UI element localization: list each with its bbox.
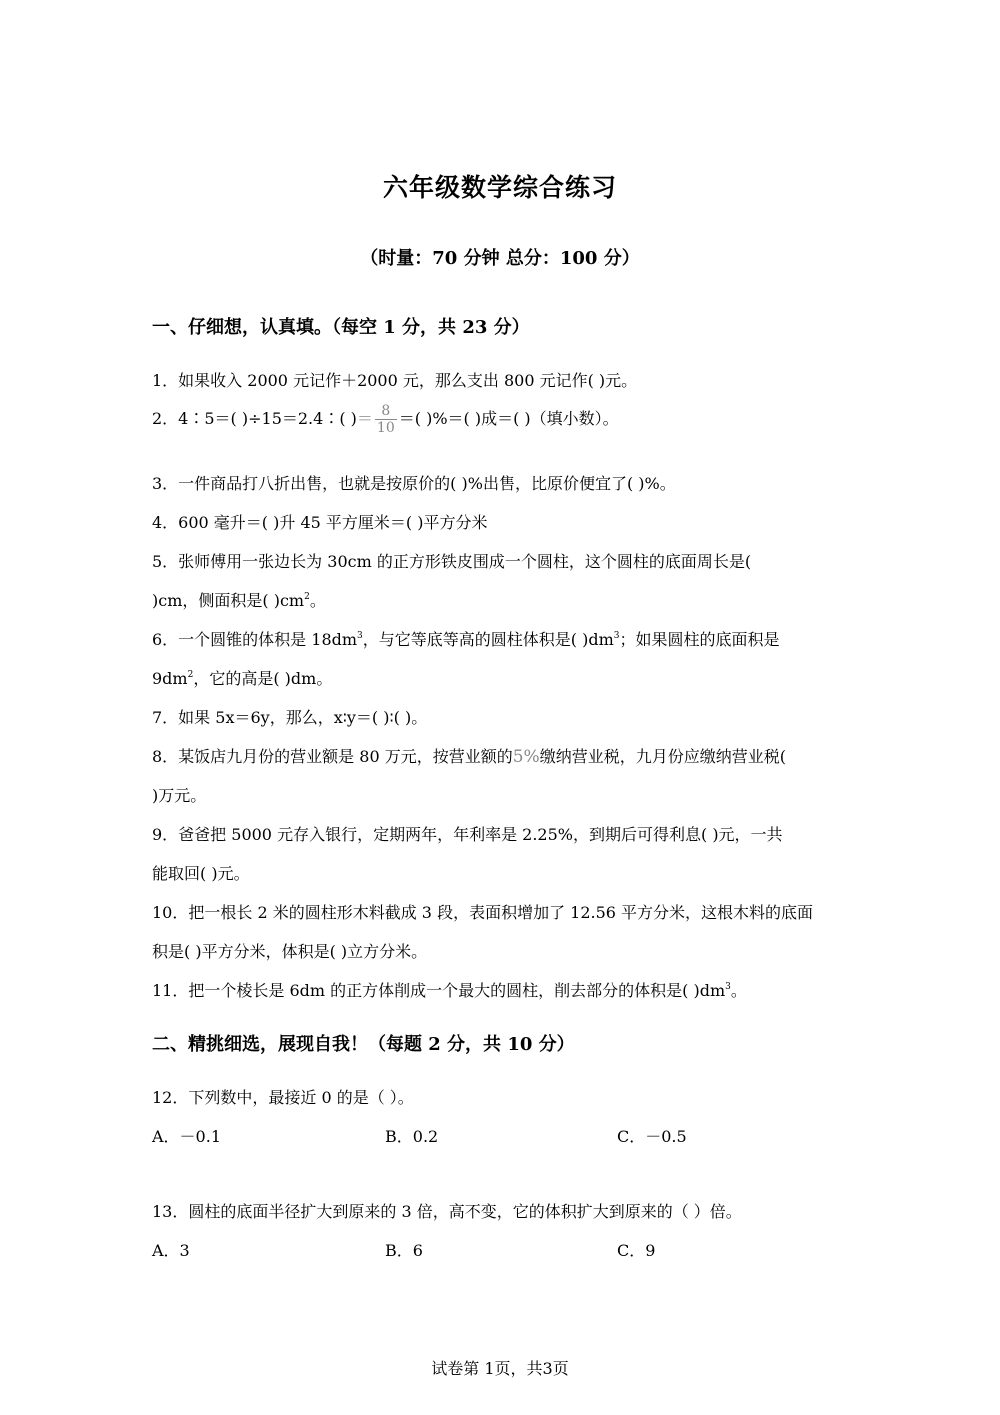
question-6-line-2 <box>152 666 852 689</box>
question-6-text-e: ，它的高是( )dm。 <box>193 669 333 688</box>
question-9-line-2: 能取回( )元。 <box>152 864 250 883</box>
question-5-end: 。 <box>309 591 326 610</box>
question-13-option-b[interactable]: B．6 <box>385 1241 423 1260</box>
fraction-denominator: 10 <box>376 420 395 436</box>
question-6-text-b: ，与它等底等高的圆柱体积是( )dm <box>362 630 614 649</box>
question-1: 1．如果收入 2000 元记作＋2000 元，那么支出 800 元记作( )元。 <box>152 371 638 390</box>
exam-info: （时量：70 分钟 总分：100 分） <box>360 248 640 269</box>
question-13-stem: 13．圆柱的底面半径扩大到原来的 3 倍，高不变，它的体积扩大到原来的（ ）倍。 <box>152 1202 742 1221</box>
question-2-part-b: ＝( )%＝( )成＝( )（填小数）。 <box>398 409 619 428</box>
percent-value: 5% <box>512 747 540 767</box>
question-10-line-1: 10．把一根长 2 米的圆柱形木料截成 3 段，表面积增加了 12.56 平方分米，这根木料的底面 <box>152 903 814 922</box>
question-8-text-a: 8．某饭店九月份的营业额是 80 万元，按营业额的 <box>152 747 513 766</box>
page-title: 六年级数学综合练习 <box>382 173 617 202</box>
page-footer: 试卷第 1页，共3页 <box>431 1359 569 1378</box>
superscript: 2 <box>187 670 194 680</box>
fraction-numerator: 8 <box>375 403 397 420</box>
section-2-heading: 二、精挑细选，展现自我！（每题 2 分，共 10 分） <box>152 1034 575 1055</box>
question-12-stem: 12．下列数中，最接近 0 的是（ ）。 <box>152 1088 414 1107</box>
question-9-line-1: 9．爸爸把 5000 元存入银行，定期两年，年利率是 2.25%，到期后可得利息( )元，一共 <box>152 825 783 844</box>
question-8-line-1 <box>152 744 852 767</box>
question-2 <box>152 403 852 436</box>
question-12-option-c[interactable]: C．－0.5 <box>617 1127 687 1146</box>
question-7: 7．如果 5x＝6y，那么，x∶y＝( )∶( )。 <box>152 708 428 727</box>
question-5-line-2 <box>152 588 852 611</box>
question-5-text: )cm，侧面积是( )cm <box>152 591 305 610</box>
question-12-option-b[interactable]: B．0.2 <box>385 1127 439 1146</box>
question-3: 3．一件商品打八折出售，也就是按原价的( )%出售，比原价便宜了( )%。 <box>152 474 676 493</box>
question-4: 4．600 毫升＝( )升 45 平方厘米＝( )平方分米 <box>152 513 488 532</box>
question-6-text-d: 9dm <box>152 669 188 688</box>
question-2-equals: ＝ <box>356 409 373 428</box>
superscript: 2 <box>304 592 310 602</box>
question-5-line-1: 5．张师傅用一张边长为 30cm 的正方形铁皮围成一个圆柱，这个圆柱的底面周长是( <box>152 552 752 571</box>
question-11-end: 。 <box>730 981 747 1000</box>
superscript: 3 <box>613 631 620 641</box>
question-12-option-a[interactable]: A．－0.1 <box>152 1127 222 1146</box>
question-6-text-c: ；如果圆柱的底面积是 <box>619 630 780 649</box>
question-13-option-c[interactable]: C．9 <box>617 1241 656 1260</box>
question-10-line-2: 积是( )平方分米，体积是( )立方分米。 <box>152 942 428 961</box>
fraction-8-10 <box>375 403 397 436</box>
question-8-text-b: 缴纳营业税，九月份应缴纳营业税( <box>539 747 786 766</box>
question-6-line-1 <box>152 627 852 650</box>
question-6-text-a: 6．一个圆锥的体积是 18dm <box>152 630 358 649</box>
question-2-part-a: 2．4∶5＝( )÷15＝2.4∶( ) <box>152 409 357 428</box>
question-13-option-a[interactable]: A．3 <box>152 1241 190 1260</box>
section-1-heading: 一、仔细想，认真填。（每空 1 分，共 23 分） <box>152 317 530 338</box>
question-8-line-2: )万元。 <box>152 786 207 805</box>
superscript: 3 <box>357 631 363 641</box>
question-11 <box>152 978 852 1001</box>
superscript: 3 <box>725 982 731 992</box>
question-11-text: 11．把一个棱长是 6dm 的正方体削成一个最大的圆柱，削去部分的体积是( )dm <box>152 981 726 1000</box>
